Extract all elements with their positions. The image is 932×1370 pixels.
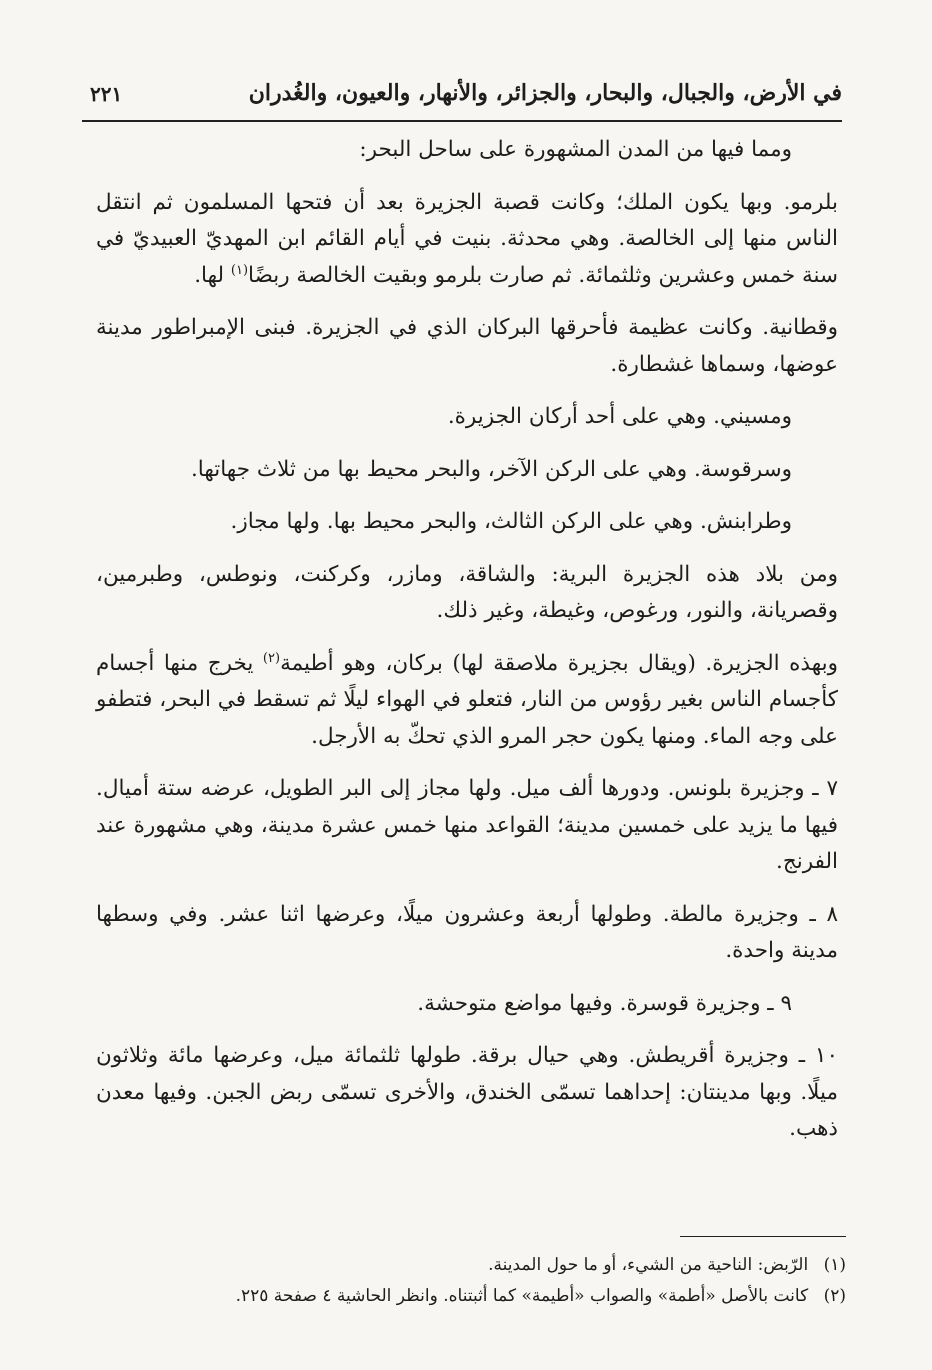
footnote-reference: (١) [230, 262, 249, 278]
paragraph-text: وطرابنش. وهي على الركن الثالث، والبحر محيط بها. ولها مجاز. [230, 509, 792, 534]
paragraph [96, 986, 838, 1023]
footnote-reference: (٢) [262, 650, 281, 666]
paragraph-text: ٨ ـ وجزيرة مالطة. وطولها أربعة وعشرون ميلًا، وعرضها اثنا عشر. وفي وسطها مدينة واحدة. [96, 901, 838, 963]
footnote [130, 1281, 846, 1312]
paragraph-text: ومسيني. وهي على أحد أركان الجزيرة. [447, 404, 792, 429]
paragraph-text: ٧ ـ وجزيرة بلونس. ودورها ألف ميل. ولها مجاز إلى البر الطويل، عرضه ستة أميال. فيها ما يزيد على خمسين مدينة؛ القواعد منها خمس عشرة مدينة، وهي مشهورة عند الفرنج. [96, 776, 838, 874]
paragraph-text: ومن بلاد هذه الجزيرة البرية: والشاقة، ومازر، وكركنت، ونوطس، وطبرمين، وقصريانة، والنور، ورغوص، وغيطة، وغير ذلك. [96, 561, 838, 623]
paragraph-text: وقطانية. وكانت عظيمة فأحرقها البركان الذي في الجزيرة. فبنى الإمبراطور مدينة عوضها، وسماها غشطارة. [96, 315, 838, 377]
paragraph-text: يخرج منها أجسام كأجسام الناس بغير رؤوس من النار، فتعلو في الهواء ليلًا ثم تسقط في البحر، فتطفو على وجه الماء. ومنها يكون حجر المرو الذي تحكّ به الأرجل. [96, 650, 838, 749]
paragraph [96, 504, 838, 541]
paragraph [96, 646, 838, 756]
page-number: ٢٢١ [90, 82, 123, 106]
footnote-divider [680, 1236, 846, 1237]
paragraph [96, 185, 838, 295]
footnote-text: كانت بالأصل «أطمة» والصواب «أطيمة» كما أثبتناه. وانظر الحاشية ٤ صفحة ٢٢٥. [235, 1286, 809, 1306]
paragraph-text: وسرقوسة. وهي على الركن الآخر، والبحر محيط بها من ثلاث جهاتها. [190, 456, 792, 482]
header-title: في الأرض، والجبال، والبحار، والجزائر، والأنهار، والعيون، والغُدران [248, 80, 842, 106]
paragraph-text: وبهذه الجزيرة. (ويقال بجزيرة ملاصقة لها) بركان، وهو أطيمة [280, 650, 838, 676]
paragraph-text: ٩ ـ وجزيرة قوسرة. وفيها مواضع متوحشة. [417, 990, 792, 1016]
paragraph-text: ١٠ ـ وجزيرة أقريطش. وهي حيال برقة. طولها ثلثمائة ميل، وعرضها مائة وثلاثون ميلًا. وبها مدينتان: إحداهما تسمّى الخندق، والأخرى تسمّى ربض الجبن. وفيها معدن ذهب. [96, 1043, 838, 1141]
paragraph [96, 771, 838, 881]
paragraph [96, 452, 838, 489]
paragraph-text: لها. [194, 262, 225, 288]
paragraph [96, 399, 838, 436]
footnote-number: (١) [823, 1255, 846, 1275]
footnote-number: (٢) [823, 1286, 846, 1306]
paragraph [96, 1038, 838, 1148]
running-header [82, 70, 842, 122]
paragraph [96, 132, 838, 169]
paragraph [96, 557, 838, 630]
footnote-text: الرّبض: الناحية من الشيء، أو ما حول المدينة. [488, 1255, 809, 1275]
footnotes [130, 1250, 846, 1312]
body-text [96, 132, 838, 1164]
paragraph [96, 310, 838, 383]
paragraph-text: ومما فيها من المدن المشهورة على ساحل البحر: [359, 137, 792, 162]
paragraph [96, 897, 838, 970]
footnote [130, 1250, 846, 1281]
paragraph-text: بلرمو. وبها يكون الملك؛ وكانت قصبة الجزيرة بعد أن فتحها المسلمون ثم انتقل الناس منها إلى الخالصة. وهي محدثة. بنيت في أيام القائم ابن المهديّ العبيديّ في سنة خمس وعشرين وثلثمائة. ثم صارت بلرمو وبقيت الخالصة ربضًا [96, 189, 838, 288]
